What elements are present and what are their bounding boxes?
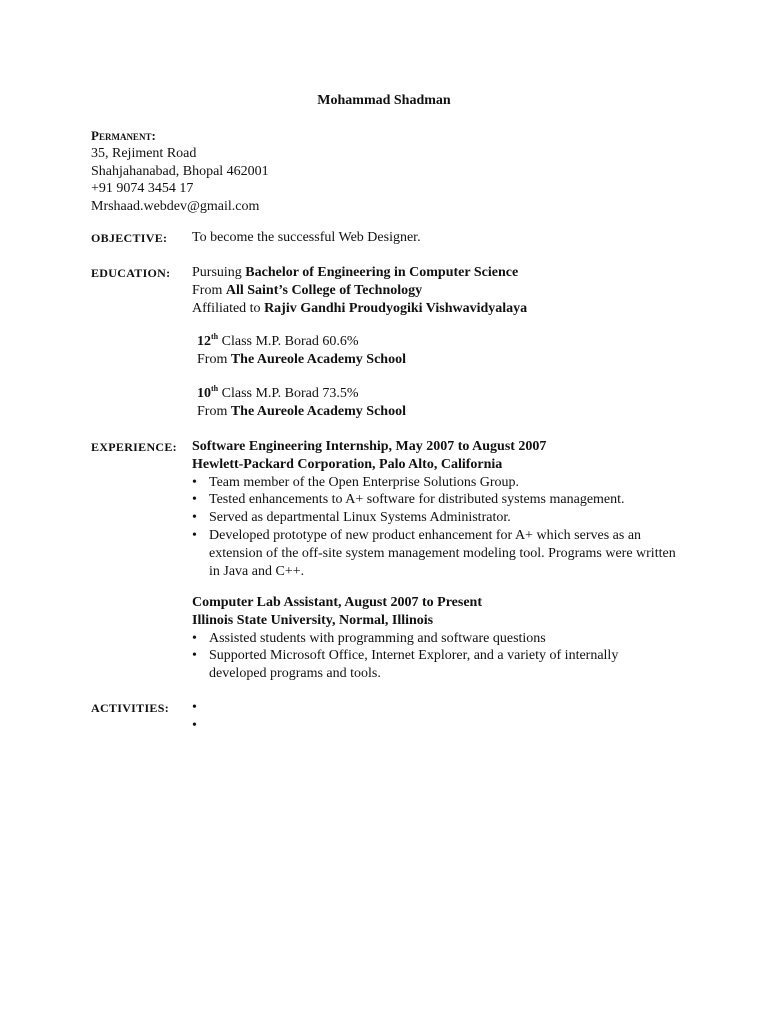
class12-school: The Aureole Academy School bbox=[230, 351, 406, 367]
list-item: • Supported Microsoft Office, Internet Explorer, and a variety of internally developed programs and tools. bbox=[192, 647, 679, 683]
job-1-org: Hewlett-Packard Corporation, Palo Alto, California bbox=[192, 456, 503, 472]
activities-bullets bbox=[192, 699, 679, 735]
permanent-label: Permanent: bbox=[91, 128, 156, 143]
objective-text: To become the successful Web Designer. bbox=[192, 230, 421, 245]
address-line-1: 35, Rejiment Road bbox=[91, 145, 197, 161]
list-item: • Developed prototype of new product enhancement for A+ which serves as an extension of the off-site system management modeling tool. Programs were written in Java and C++. bbox=[192, 527, 679, 580]
list-item: • Assisted students with programming and software questions bbox=[192, 630, 679, 648]
degree-name: Bachelor of Engineering in Computer Science bbox=[245, 265, 519, 280]
activities-block bbox=[192, 699, 679, 735]
list-item: • Served as departmental Linux Systems Administrator. bbox=[192, 509, 679, 527]
degree-line: Pursuing Bachelor of Engineering in Computer Science bbox=[192, 265, 519, 280]
job-2-org: Illinois State University, Normal, Illinois bbox=[192, 612, 434, 628]
class12-line: 12th Class M.P. Borad 60.6% bbox=[197, 332, 359, 349]
list-item bbox=[192, 717, 679, 735]
job-2 bbox=[192, 594, 679, 683]
job-1-bullets bbox=[192, 474, 679, 581]
resume-name: Mohammad Shadman bbox=[317, 93, 451, 108]
list-item: • Team member of the Open Enterprise Solutions Group. bbox=[192, 474, 679, 492]
email-address: Mrshaad.webdev@gmail.com bbox=[91, 199, 260, 215]
education-block bbox=[192, 264, 527, 317]
class10-school-line: From The Aureole Academy School bbox=[197, 403, 406, 419]
phone-number: +91 9074 3454 17 bbox=[91, 181, 194, 197]
job-1 bbox=[192, 438, 679, 580]
college-line: From All Saint’s College of Technology bbox=[192, 282, 423, 298]
address-line-2: Shahjahanabad, Bhopal 462001 bbox=[91, 163, 269, 179]
college-name: All Saint’s College of Technology bbox=[225, 282, 423, 298]
list-item: • Tested enhancements to A+ software for distributed systems management. bbox=[192, 491, 679, 509]
class10-line: 10th Class M.P. Borad 73.5% bbox=[197, 384, 359, 401]
activities-label: ACTIVITIES: bbox=[91, 701, 169, 715]
class10-block bbox=[197, 385, 406, 421]
affiliation-line: Affiliated to Rajiv Gandhi Proudyogiki Vishwavidyalaya bbox=[192, 300, 528, 316]
job-2-title: Computer Lab Assistant, August 2007 to Present bbox=[192, 595, 483, 610]
objective-label: OBJECTIVE: bbox=[91, 231, 168, 245]
contact-block bbox=[91, 127, 269, 216]
job-2-bullets bbox=[192, 630, 679, 683]
list-item bbox=[192, 699, 679, 717]
class10-school: The Aureole Academy School bbox=[230, 403, 406, 419]
class12-school-line: From The Aureole Academy School bbox=[197, 351, 406, 367]
experience-label: EXPERIENCE: bbox=[91, 440, 177, 454]
university-name: Rajiv Gandhi Proudyogiki Vishwavidyalaya bbox=[264, 300, 528, 316]
class12-block bbox=[197, 333, 406, 369]
education-label: EDUCATION: bbox=[91, 266, 171, 280]
job-1-title: Software Engineering Internship, May 2007 to August 2007 bbox=[192, 439, 547, 454]
